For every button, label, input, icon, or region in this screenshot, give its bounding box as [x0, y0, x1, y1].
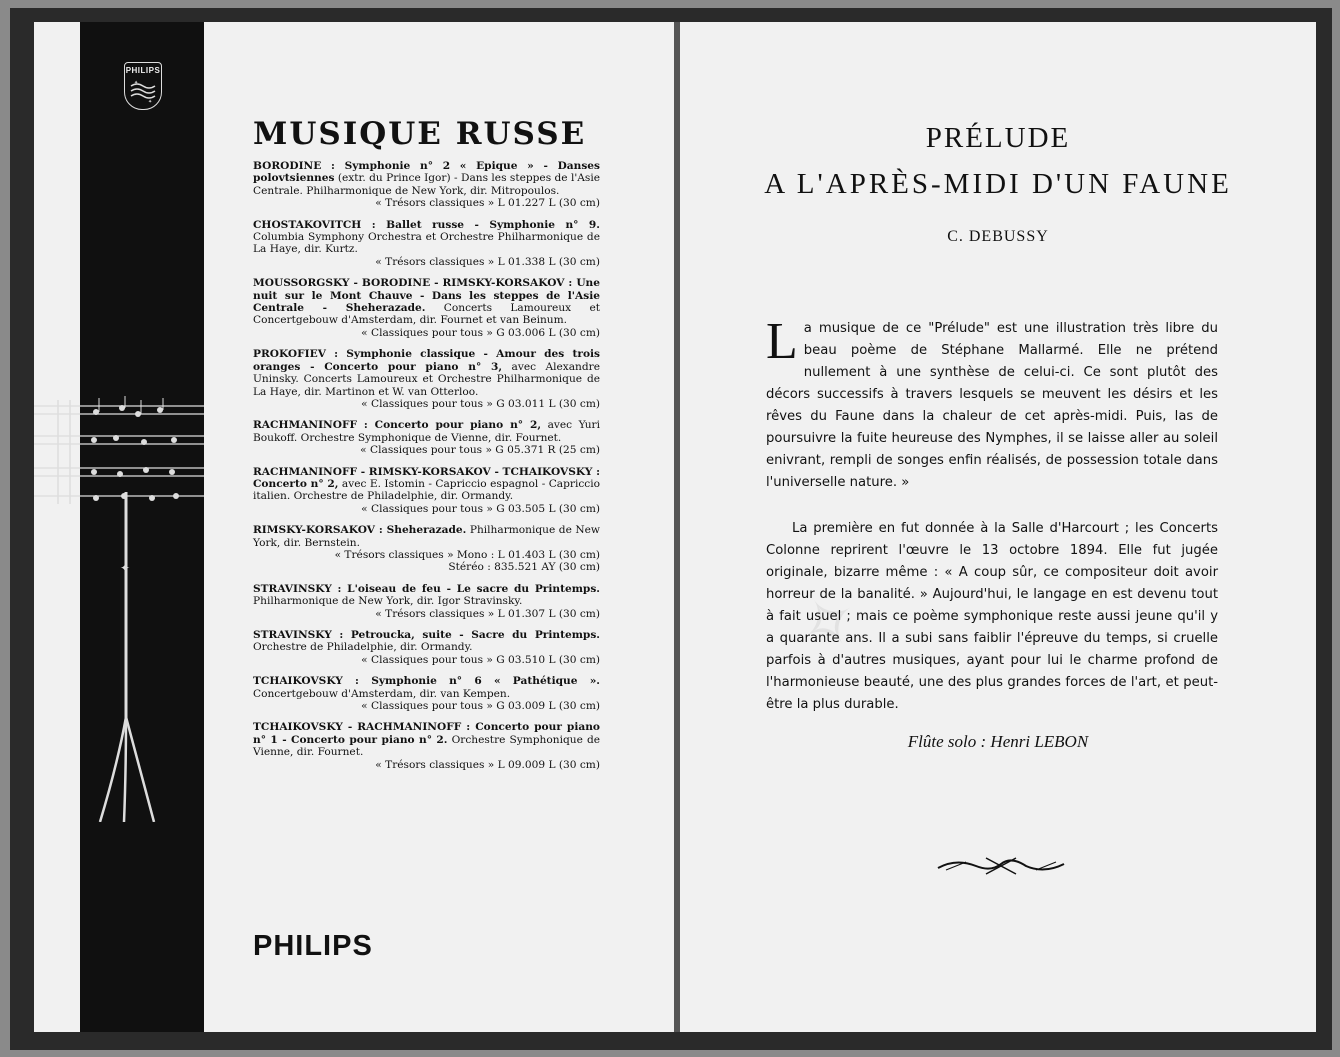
entry-body: avec Alexandre Uninsky. Concerts Lamoureux et Orchestre Philharmonique de La Haye, dir. Martinon et W. van Otterloo.: [253, 360, 600, 398]
performer-credit: Flûte solo : Henri LEBON: [907, 732, 1089, 751]
svg-text:✦: ✦: [120, 561, 131, 575]
entry-body: Philharmonique de New York, dir. Bernstein.: [253, 524, 601, 549]
entry-reference: « Trésors classiques » Mono : L 01.403 L (30 cm): [334, 548, 600, 561]
paragraph-1: [766, 313, 1218, 494]
entry-body: Concertgebouw d'Amsterdam, dir. van Kempen.: [253, 687, 511, 700]
entry-heading: RIMSKY-KORSAKOV : Sheherazade.: [253, 524, 467, 537]
entry-reference: « Classiques pour tous » G 03.505 L (30 cm): [361, 502, 600, 515]
entry-reference-stereo: Stéréo : 835.521 AY (30 cm): [448, 561, 600, 574]
catalog-title: MUSIQUE RUSSE: [253, 116, 587, 152]
entry-body: Philharmonique de New York, dir. Igor Stravinsky.: [253, 595, 523, 608]
entry-reference: « Classiques pour tous » G 05.371 R (25 cm): [360, 444, 600, 457]
entry-body: Concerts Lamoureux et Concertgebouw d'Amsterdam, dir. Fournet et van Beinum.: [253, 302, 600, 327]
catalog-entry: [253, 277, 600, 339]
paragraph-1-text: a musique de ce "Prélude" est une illustration très libre du beau poème de Stéphane Mallarmé. Elle ne prétend nullement à une synthèse de celui-ci. Ce sont plutôt des décors successifs à travers lesquels se meuvent les désirs et les rêves du Faune dans la chaleur de cet après-midi. Puis, las de poursuivre la fuite heureuse des Nymphes, il se laisse aller au soleil enivrant, rempli de songes enfin réalisés, de possession totale dans l'universelle nature. »: [766, 321, 1218, 490]
entry-heading: STRAVINSKY : Petroucka, suite - Sacre du Printemps.: [253, 629, 600, 641]
catalog-entries: [253, 160, 600, 771]
entry-body: avec Yuri Boukoff. Orchestre Symphonique de Vienne, dir. Fournet.: [253, 419, 600, 444]
entry-reference: « Classiques pour tous » G 03.006 L (30 cm): [361, 326, 600, 339]
catalog-entry: [253, 583, 600, 620]
tree-illustration: [98, 492, 158, 822]
watermark: ✧: [784, 576, 876, 673]
entry-body: Orchestre Symphonique de Vienne, dir. Fournet.: [253, 733, 600, 759]
entry-heading: RACHMANINOFF - RIMSKY-KORSAKOV - TCHAIKOVSKY : Concerto n° 2,: [253, 465, 600, 490]
catalog-entry: [253, 629, 600, 666]
entry-heading: TCHAIKOVSKY - RACHMANINOFF : Concerto pour piano n° 1 - Concerto pour piano n° 2.: [253, 721, 600, 746]
entry-heading: BORODINE : Symphonie n° 2 « Epique » - Danses polovtsiennes: [253, 160, 600, 185]
entry-body: (extr. du Prince Igor) - Dans les steppes de l'Asie Centrale. Philharmonique de New York, dir. Mitropoulos.: [253, 172, 600, 197]
entry-reference: « Trésors classiques » L 01.227 L (30 cm): [375, 197, 600, 210]
catalog-entry: [253, 160, 600, 210]
entry-body: Columbia Symphony Orchestra et Orchestre Philharmonique de La Haye, dir. Kurtz.: [253, 231, 600, 256]
entry-reference: « Classiques pour tous » G 03.009 L (30 cm): [361, 700, 600, 713]
drop-cap: L: [766, 313, 798, 370]
svg-text:✦: ✦: [134, 80, 139, 86]
entry-heading: MOUSSORGSKY - BORODINE - RIMSKY-KORSAKOV : Une nuit sur le Mont Chauve - Dans les steppes de l'Asie Centrale - Sheherazade.: [253, 277, 600, 315]
composer-name: C. DEBUSSY: [947, 228, 1049, 245]
work-title-line1: PRÉLUDE: [925, 122, 1071, 154]
entry-reference: « Trésors classiques » L 01.307 L (30 cm): [375, 607, 600, 620]
entry-heading: RACHMANINOFF : Concerto pour piano n° 2,: [253, 419, 542, 432]
flourish-ornament-icon: [936, 854, 1066, 878]
left-page: [34, 22, 674, 1032]
entry-reference: « Classiques pour tous » G 03.510 L (30 cm): [361, 653, 600, 666]
catalog-entry: [253, 466, 600, 516]
work-title-line2: A L'APRÈS-MIDI D'UN FAUNE: [764, 168, 1232, 200]
paragraph-2: La première en fut donnée à la Salle d'Harcourt ; les Concerts Colonne reprirent l'œuvre le 13 octobre 1894. Elle fut jugée originale, bizarre même : « A coup sûr, ce compositeur doit avoir horreur de la banalité. » Aujourd'hui, le langage en est devenu tout à fait usuel ; mais ce poème symphonique reste aussi jeune qu'il y a quarante ans. Il a subi sans faiblir l'épreuve du temps, si cruelle parfois à d'autres musiques, ayant pour lui le charme profond de l'harmonieuse beauté, une des plus grandes forces de l'art, et peut-être la plus durable.: [766, 521, 1218, 712]
entry-heading: STRAVINSKY : L'oiseau de feu - Le sacre du Printemps.: [253, 582, 600, 595]
entry-heading: PROKOFIEV : Symphonie classique - Amour des trois oranges - Concerto pour piano n° 3,: [253, 348, 600, 373]
catalog-entry: [253, 348, 600, 410]
entry-heading: CHOSTAKOVITCH : Ballet russe - Symphonie n° 9.: [253, 218, 600, 231]
philips-footer-brand: PHILIPS: [253, 930, 373, 962]
entry-body: avec E. Istomin - Capriccio espagnol - Capriccio italien. Orchestre de Philadelphie, dir. Ormandy.: [253, 477, 600, 503]
catalog-column: [253, 114, 600, 780]
svg-text:✦: ✦: [148, 99, 153, 105]
catalog-entry: [253, 675, 600, 712]
entry-reference: « Trésors classiques » L 01.338 L (30 cm): [375, 255, 600, 268]
catalog-entry: [253, 721, 600, 771]
catalog-entry: [253, 419, 600, 456]
catalog-entry: [253, 524, 600, 574]
entry-reference: « Trésors classiques » L 09.009 L (30 cm): [375, 758, 600, 771]
philips-stars-waves-icon: [128, 76, 158, 106]
entry-reference: « Classiques pour tous » G 03.011 L (30 cm): [361, 397, 600, 410]
entry-heading: TCHAIKOVSKY : Symphonie n° 6 « Pathétique ».: [253, 675, 600, 688]
entry-body: Orchestre de Philadelphie, dir. Ormandy.: [253, 641, 473, 654]
right-page: [680, 22, 1316, 1032]
catalog-entry: [253, 219, 600, 269]
philips-logo-text: PHILIPS: [125, 66, 161, 75]
booklet-spread: [10, 8, 1332, 1050]
